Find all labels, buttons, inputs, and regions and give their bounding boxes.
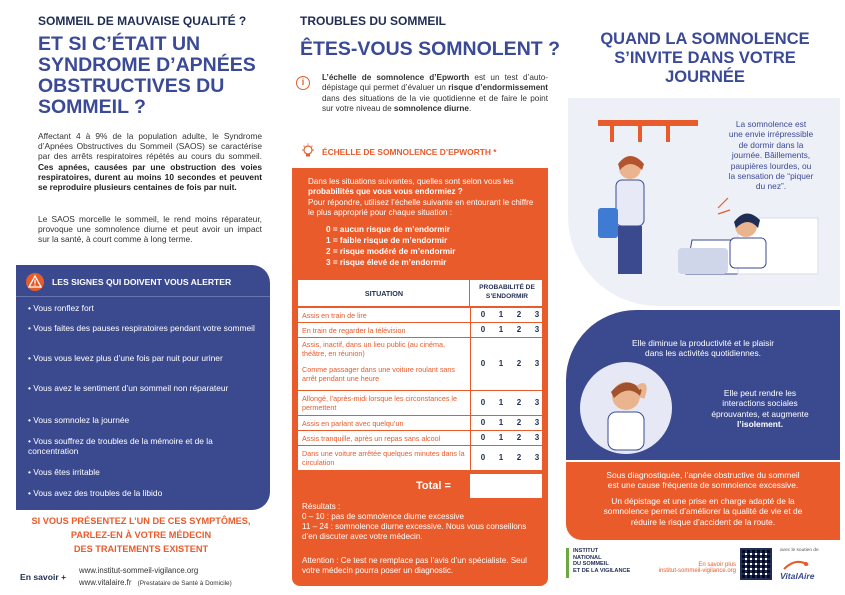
alert-line: PARLEZ-EN À VOTRE MÉDECIN (70, 530, 212, 540)
tired-person-illustration (580, 362, 672, 454)
instructions-2: Pour répondre, utilisez l’échelle suivante en entourant le chiffre le plus approprié pour chaque situation : (308, 198, 534, 217)
score-option[interactable]: 2 (516, 310, 522, 319)
scale-heading: ÉCHELLE DE SOMNOLENCE D’EPWORTH * (322, 147, 497, 157)
vitalaire-link[interactable]: www.vitalaire.fr (Prestataire de Santé à Domicile) (79, 578, 232, 587)
diagnosis-text: Sous diagnostiquée, l’apnée obstructive du sommeil est une cause fréquente de somnolence excessive. (606, 470, 800, 491)
score-option[interactable]: 0 (480, 359, 486, 368)
score-option[interactable]: 1 (498, 433, 504, 442)
lightbulb-icon (301, 143, 315, 159)
result-line: 11 – 24 : somnolence diurne excessive. Nous vous conseillons d’en discuter avec votre médecin. (302, 522, 527, 541)
productivity-text: Elle diminue la productivité et le plaisir dans les activités quotidiennes. (632, 338, 774, 359)
info-icon: i (296, 76, 310, 90)
score-option[interactable]: 2 (516, 453, 522, 462)
right-title-line: S’INVITE DANS VOTRE (614, 49, 796, 67)
score-option[interactable]: 3 (534, 325, 540, 334)
score-option[interactable]: 2 (516, 398, 522, 407)
institut-logo: INSTITUT NATIONAL DU SOMMEIL ET DE LA VIGILANCE (573, 548, 631, 574)
situation-cell: Assis, inactif, dans un lieu public (au cinéma, théâtre, en réunion) (302, 340, 446, 358)
table-row (298, 431, 542, 445)
qr-code[interactable] (740, 548, 772, 580)
score-legend: 2 = risque modéré de m’endormir (326, 247, 456, 256)
mid-title: ÊTES-VOUS SOMNOLENT ? (300, 38, 561, 60)
total-field[interactable] (470, 474, 542, 498)
score-option[interactable]: 0 (480, 453, 486, 462)
right-title-line: JOURNÉE (665, 68, 745, 86)
social-text: Elle peut rendre les interactions sociales éprouvantes, et augmente l’isolement. (711, 388, 809, 430)
score-option[interactable]: 3 (534, 398, 540, 407)
score-option[interactable]: 2 (516, 325, 522, 334)
sign-item: • Vous souffrez de troubles de la mémoire et de la concentration (28, 436, 213, 457)
score-option[interactable]: 2 (516, 359, 522, 368)
score-option[interactable]: 1 (498, 325, 504, 334)
score-option[interactable]: 3 (534, 453, 540, 462)
score-option[interactable]: 1 (498, 453, 504, 462)
table-header (298, 280, 542, 306)
score-option[interactable]: 0 (480, 418, 486, 427)
score-option[interactable]: 2 (516, 418, 522, 427)
signs-header (16, 265, 270, 297)
results-label: Résultats : (302, 502, 341, 511)
score-option[interactable]: 1 (498, 359, 504, 368)
institute-link[interactable]: www.institut-sommeil-vigilance.org (79, 566, 199, 575)
score-option[interactable]: 3 (534, 359, 540, 368)
vitalaire-logo: VitalAire (780, 571, 815, 581)
left-kicker: SOMMEIL DE MAUVAISE QUALITÉ ? (38, 14, 247, 28)
result-line: 0 – 10 : pas de somnolence diurne excessive (302, 512, 464, 521)
situation-cell: Comme passager dans une voiture roulant sans arrêt pendant une heure (302, 365, 456, 383)
score-option[interactable]: 3 (534, 433, 540, 442)
alert-line: DES TRAITEMENTS EXISTENT (73, 544, 209, 554)
situation-cell: Allongé, l’après-midi lorsque les circonstances le permettent (302, 394, 458, 412)
saos-paragraph: Le SAOS morcelle le sommeil, le rend moins réparateur, provoque une somnolence diurne et peut avoir un impact sur la santé, à court comme à long terme. (38, 214, 262, 245)
score-option[interactable]: 0 (480, 398, 486, 407)
sign-item: • Vous faites des pauses respiratoires pendant votre sommeil (28, 323, 255, 333)
situation-cell: Assis en train de lire (302, 311, 367, 320)
table-row (298, 416, 542, 430)
score-option[interactable]: 2 (516, 433, 522, 442)
score-option[interactable]: 0 (480, 325, 486, 334)
left-title: ET SI C’ÉTAIT UN SYNDROME D’APNÉES OBSTRUCTIVES DU SOMMEIL ? (38, 33, 256, 118)
right-title-line: QUAND LA SOMNOLENCE (600, 30, 810, 48)
score-legend: 3 = risque élevé de m’endormir (326, 258, 447, 267)
institut-logo-bar (566, 548, 569, 578)
warning-signs-box (16, 265, 270, 510)
table-row (298, 308, 542, 322)
table-row (298, 338, 542, 390)
vitalaire-logo-icon (782, 558, 810, 570)
sign-item: • Vous avez le sentiment d’un sommeil non réparateur (28, 383, 229, 393)
situation-heading: SITUATION (364, 289, 404, 298)
situation-cell: En train de regarder la télévision (302, 326, 406, 335)
intro-paragraph: Affectant 4 à 9% de la population adulte, le Syndrome d’Apnées Obstructives du Sommeil (SAOS) se caractérise par des arrêts respiratoires répétés au cours du sommeil. Ces apnées, causées par une obstruction des voies respiratoires, durent au moins 10 secondes et peuvent se reproduire plusieurs centaines de fois par nuit. (38, 131, 262, 193)
signs-heading: LES SIGNES QUI DOIVENT VOUS ALERTER (52, 277, 232, 287)
instructions-1: Dans les situations suivantes, quelles sont selon vous les probabilités que vous vous endormiez ? (308, 177, 514, 196)
score-option[interactable]: 1 (498, 310, 504, 319)
table-row (298, 446, 542, 470)
table-row (298, 391, 542, 415)
mid-kicker: TROUBLES DU SOMMEIL (300, 14, 446, 28)
sign-item: • Vous êtes irritable (28, 467, 100, 477)
sign-item: • Vous ronflez fort (28, 303, 94, 313)
en-savoir-label: En savoir + (20, 572, 67, 582)
warning-note: Attention : Ce test ne remplace pas l’avis d’un spécialiste. Seul votre médecin pourra poser un diagnostic. (302, 556, 527, 575)
total-label: Total = (416, 480, 451, 492)
more-info: En savoir plus institut-sommeil-vigilance.org (658, 562, 736, 574)
sign-item: • Vous somnolez la journée (28, 415, 130, 425)
somnolence-definition: La somnolence est une envie irrépressible de dormir dans la journée. Bâillements, paupières lourdes, ou la sensation de “piquer du nez”. (728, 119, 814, 192)
score-legend: 0 = aucun risque de m’endormir (326, 225, 450, 234)
score-legend: 1 = faible risque de m’endormir (326, 236, 448, 245)
warning-icon (26, 273, 44, 291)
score-option[interactable]: 3 (534, 310, 540, 319)
score-option[interactable]: 0 (480, 433, 486, 442)
situation-cell: Assis en parlant avec quelqu’un (302, 419, 404, 428)
support-label: avec le soutien de (780, 548, 819, 553)
sign-item: • Vous vous levez plus d’une fois par nuit pour uriner (28, 353, 223, 363)
alert-line: SI VOUS PRÉSENTEZ L’UN DE CES SYMPTÔMES, (31, 516, 251, 526)
screening-text: Un dépistage et une prise en charge adapté de la somnolence permet d’améliorer la qualité de vie et de réduire le risque d’accident de la route. (603, 496, 803, 527)
probability-heading: PROBABILITÉ DE S’ENDORMIR (479, 284, 535, 300)
situation-cell: Assis tranquille, après un repas sans alcool (302, 434, 441, 443)
score-option[interactable]: 0 (480, 310, 486, 319)
table-row (298, 323, 542, 337)
epworth-intro: L’échelle de somnolence d’Epworth est un test d’auto-dépistage qui permet d’évaluer un risque d’endormissement dans des situations de la vie quotidienne et de faire le point sur votre niveau de somnolence diurne. (322, 73, 548, 114)
sign-item: • Vous avez des troubles de la libido (28, 488, 163, 498)
score-option[interactable]: 3 (534, 418, 540, 427)
score-option[interactable]: 1 (498, 418, 504, 427)
situation-cell: Dans une voiture arrêtée quelques minutes dans la circulation (302, 449, 465, 467)
score-option[interactable]: 1 (498, 398, 504, 407)
